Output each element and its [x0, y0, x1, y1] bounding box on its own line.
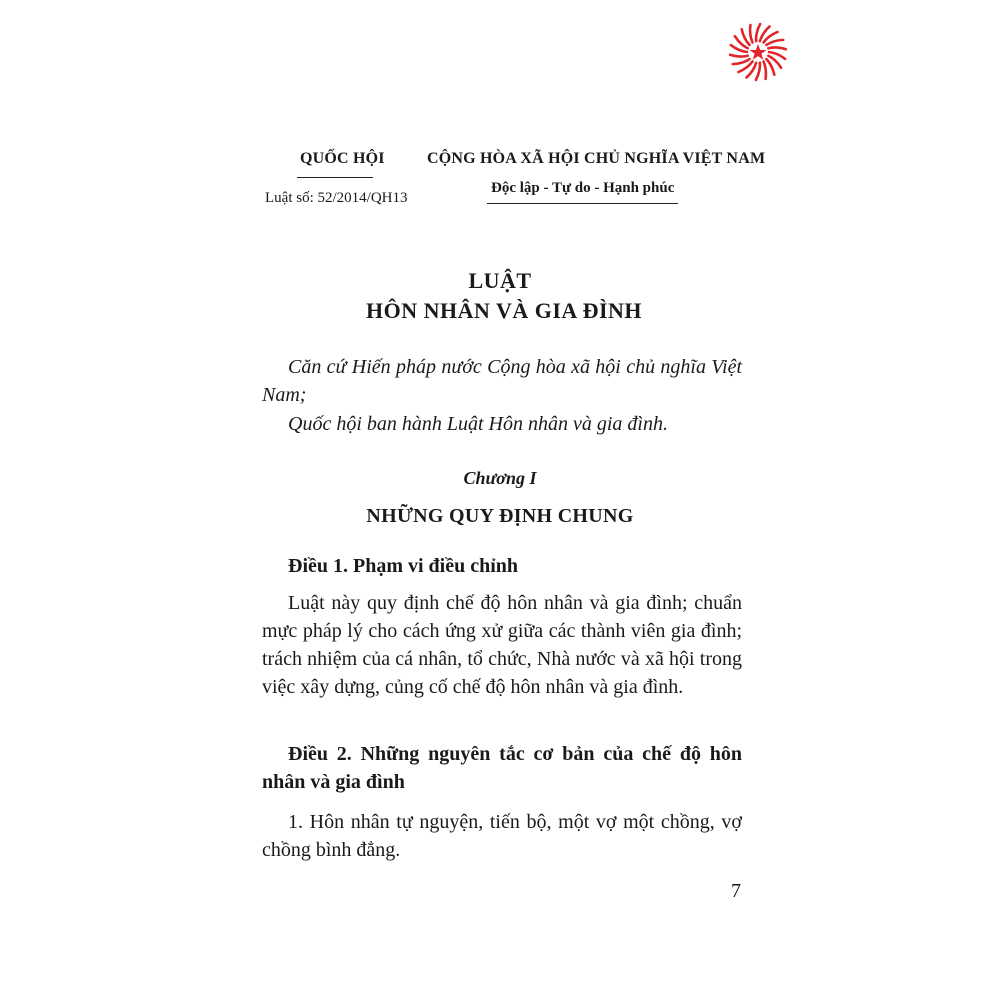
red-star-emblem-icon [728, 22, 788, 82]
issuing-body: QUỐC HỘI [300, 150, 385, 167]
logo-ray [766, 59, 774, 75]
chapter-label: Chương I [463, 468, 537, 488]
national-motto: Độc lập - Tự do - Hạnh phúc [491, 180, 675, 196]
document-type: LUẬT [468, 268, 532, 293]
document-title: HÔN NHÂN VÀ GIA ĐÌNH [365, 298, 643, 323]
logo-ray [742, 29, 750, 45]
page-number: 7 [731, 880, 741, 902]
chapter-title: NHỮNG QUY ĐỊNH CHUNG [366, 505, 634, 527]
logo-ray [733, 59, 750, 64]
article-1-heading: Điều 1. Phạm vi điều chỉnh [288, 555, 519, 577]
logo-ray [764, 62, 766, 79]
article-2-clause-1: 1. Hôn nhân tự nguyện, tiến bộ, một vợ một chồng, vợ chồng bình đẳng. [262, 811, 742, 861]
logo-ray [766, 40, 783, 45]
logo-ray [750, 25, 752, 42]
national-title: CỘNG HÒA XÃ HỘI CHỦ NGHĨA VIỆT NAM [427, 150, 766, 167]
publisher-logo-icon [728, 22, 788, 82]
logo-ray [768, 47, 786, 49]
preamble-basis: Căn cứ Hiến pháp nước Cộng hòa xã hội chủ nghĩa Việt Nam; [262, 356, 742, 406]
article-2-heading: Điều 2. Những nguyên tắc cơ bản của chế độ hôn nhân và gia đình [262, 743, 742, 793]
article-1-body: Luật này quy định chế độ hôn nhân và gia đình; chuẩn mực pháp lý cho cách ứng xử giữa các thành viên gia đình; trách nhiệm của cá nhân, tổ chức, Nhà nước và xã hội trong việc xây dựng, củng cố chế độ hôn nhân và gia đình. [262, 592, 742, 698]
national-motto-underline [487, 203, 678, 204]
issuing-body-underline [297, 177, 373, 178]
law-number: Luật số: 52/2014/QH13 [265, 190, 408, 206]
preamble-enactment: Quốc hội ban hành Luật Hôn nhân và gia đình. [288, 413, 668, 435]
logo-ray [730, 55, 748, 57]
